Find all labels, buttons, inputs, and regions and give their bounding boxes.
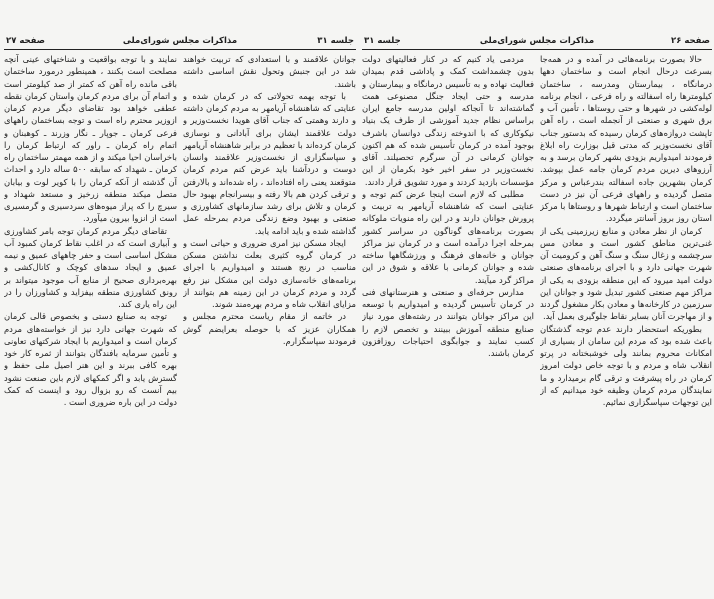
paragraph: توجه به صنایع دستی و بخصوص قالی کرمان که شهرت جهانی دارد نیز از خواسته‌های مردم کرمان است و امیدواریم با ایجاد شرکتهای تعاونی و تأمین سرمایه بافندگان بتوانند از ثمره کار خود بهره کافی ببرند و این هنر اصیل ملی حفظ و گسترش یابد و اگر کمکهای لازم باین صنعت نشود بیم آنست که رو بزوال رود و اینست که کمک دولت در این باره ضروری است .: [4, 311, 177, 407]
session-number: جلسه ۳۱: [364, 36, 401, 46]
paragraph: با توجه بهمه تحولاتی که در کرمان شده و عنایتی که شاهنشاه آریامهر به مردم کرمان داشته و دارند وهمتی که جناب آقای هویدا نخست‌وزیر و دولت علاقمند ایشان برای آبادانی و نوسازی کرمان کرده‌اند با تعظیم در برابر شاهنشاه آریامهر و سپاسگزاری از نخست‌وزیر علاقمند وانسان دوست و دردآشنا باید عرض کنم مردم کرمان متوقعند یعنی راه افتاده‌اند ، راه شده‌اند و بالارفتن و ترقی کردن هم بالا رفته و بیسرانجام بهبود حال کرمان و تلاش برای رشد سازمانهای کشاورزی و صنعتی و بهبود وضع زندگی مردم بمرحله عمل گذاشته شده و باید ادامه یابد.: [183, 90, 356, 236]
paragraph: ایجاد مسکن نیز امری ضروری و حیاتی است و در کرمان گروه کثیری بعلت نداشتن مسکن مناسب در رنج هستند و امیدواریم با اجرای برنامه‌های خانه‌سازی دولت این مشکل نیز رفع گردد و مردم کرمان در این زمینه هم بتوانند از مزایای انقلاب شاه و مردم بهره‌مند شوند.: [183, 237, 356, 309]
paragraph: مطلبی که لازم است اینجا عرض کنم توجه و عنایتی است که شاهنشاه آریامهر به تربیت و پرورش جوانان دارند و در این راه منویات ملوکانه بصورت برنامه‌های گوناگون در سراسر کشور بمرحله اجرا درآمده است و در کرمان نیز مراکز جوانان و خانه‌های فرهنگ و ورزشگاهها ساخته شده و جوانان کرمانی با علاقه و شوق در این مراکز گرد میآیند.: [362, 188, 534, 285]
text-column-left: [362, 53, 534, 591]
running-header: [4, 35, 356, 50]
text-column-right: [540, 53, 712, 591]
page-number: صفحه ۲۷: [6, 36, 45, 46]
paragraph: حالا بصورت برنامه‌هائی در آمده و در همه‌جا بسرعت درحال انجام است و ساختمان دهها درمانگاه ، بیمارستان ومدرسه ، ساختمان کیلومترها راه اسفالته و راه فرعی ، انجام برنامه لوله‌کشی در شهرها و حتی روستاها ، تأمین آب و برق شهری و صنعتی از آنجمله است ، راه آهن تاپشت دروازه‌های کرمان رسیده که بدستور جناب آقای نخست‌وزیر که مدتی قبل بوزارت راه ابلاغ فرمودند امیدواریم بزودی بشهر کرمان برسد و به آرزوهای دیرین مردم کرمان جامه عمل بپوشد. کرمان بشهرین جاده اسفالته بندرعباس و مرکز متصل گردیده و راههای فرعی آن نیز در دست ساختمان است و ارتباط شهرها و روستاها با مرکز استان روز بروز آسانتر میگردد.: [540, 54, 712, 224]
running-header: [362, 35, 712, 50]
publication-title: مذاکرات مجلس شورای‌ملی: [122, 36, 238, 46]
page-26: [362, 0, 712, 599]
page-number: صفحه ۲۶: [671, 36, 710, 46]
paragraph: در خاتمه از مقام ریاست محترم مجلس و همکاران عزیز که با حوصله بعرایضم گوش فرمودند سپاسگزارم.: [183, 311, 356, 346]
paragraph: مردمی یاد کنیم که در کنار فعالیتهای دولت بدون چشمداشت کمک و پاداشی قدم بمیدان فعالیت نهاده و به تأسیس درمانگاه و بیمارستان و مدرسه و حتی ایجاد جنگل مصنوعی همت گماشته‌اند تا آنجاکه اولین مدرسه جامع ایران براساس نظام جدید آموزشی از طرف یک بنیاد نیکوکاری که با اندوخته زندگی دوانسان باشرف بوجود آمده در کرمان تأسیس شده که هم اکنون جوانان کرمانی در آن سرگرم تحصیلند. آقای نخست‌وزیر در سفر اخیر خود بکرمان از این مؤسسات بازدید کردند و مورد تشویق قرار دادند.: [362, 54, 534, 187]
paragraph: مدارس حرفه‌ای و صنعتی و هنرستانهای فنی در کرمان تأسیس گردیده و امیدواریم با توسعه این مراکز جوانان بتوانند در رشته‌های مورد نیاز صنایع منطقه آموزش ببینند و تخصص لازم را کسب نمایند و جوابگوی احتیاجات روزافزون کرمان باشند.: [362, 286, 534, 358]
page-27: [4, 0, 356, 599]
paragraph: تقاضای دیگر مردم کرمان توجه بامر کشاورزی و آبیاری است که در اغلب نقاط کرمان کمبود آب مشکل اساسی است و حفر چاههای عمیق و نیمه عمیق و ایجاد سدهای کوچک و کانال‌کشی و بهره‌برداری صحیح از منابع آب موجود میتواند بر رونق کشاورزی منطقه بیفزاید و کشاورزان را در این راه یاری کند.: [4, 225, 177, 309]
text-column-left: [4, 53, 177, 591]
publication-title: مذاکرات مجلس شورای‌ملی: [479, 36, 595, 46]
paragraph: نمایند و با توجه بواقعیت و شناختهای عینی آنچه مصلحت است بکنند ، همینطور درمورد ساختمان باقی مانده راه آهن که کمتر از صد کیلومتر است و اتمام آن برای مردم کرمان واستان کرمان نقطه عطفی خواهد بود تقاضای دیگر مردم کرمان ازوزیر محترم راه است و توجه بساختمان راههای فرعی کرمان ـ جوپار ـ نگار وزرند ـ کوهبنان و اتمام راه کرمان ـ راور که ارتباط کرمان را باخراسان احیا میکند و از همه مهمتر ساختمان راه کرمان ـ شهداد که سابقه ۵۰۰ ساله دارد و احداث آن گذشته از آنکه کرمان را با کویر لوت و بیابان متصل میکند منطقه زرخیز و مستعد شهداد و سیرچ را که پراز میوه‌های سردسیری و گرمسیری است از انزوا بیرون میآورد.: [4, 54, 177, 224]
paragraph: کرمان از نظر معادن و منابع زیرزمینی یکی از غنی‌ترین مناطق کشور است و معادن مس سرچشمه و زغال سنگ و سنگ آهن و کرومیت آن شهرت جهانی دارد و با اجرای برنامه‌های صنعتی دولت امید میرود که این منطقه بزودی به یکی از مراکز مهم صنعتی کشور تبدیل شود و جوانان این سرزمین در کارخانه‌ها و معادن بکار مشغول گردند و از مهاجرت آنان بسایر نقاط جلوگیری بعمل آید.: [540, 225, 712, 322]
paragraph: جوانان علاقمند و با استعدادی که تربیت خواهند شد در این جنبش وتحول نقش اساسی داشته باشند.: [183, 54, 356, 89]
paragraph: بطوریکه استحضار دارند عدم توجه گذشتگان باعث شده بود که مردم این سامان از بسیاری از امکانات محروم بمانند ولی خوشبختانه در پرتو انقلاب شاه و مردم و با توجه خاص دولت امروز کرمان در راه پیشرفت و ترقی گام برمیدارد و ما نمایندگان مردم کرمان وظیفه خود میدانیم که از این توجهات سپاسگزاری نمائیم.: [540, 323, 712, 407]
text-column-right: [183, 53, 356, 591]
session-number: جلسه ۳۱: [317, 36, 354, 46]
